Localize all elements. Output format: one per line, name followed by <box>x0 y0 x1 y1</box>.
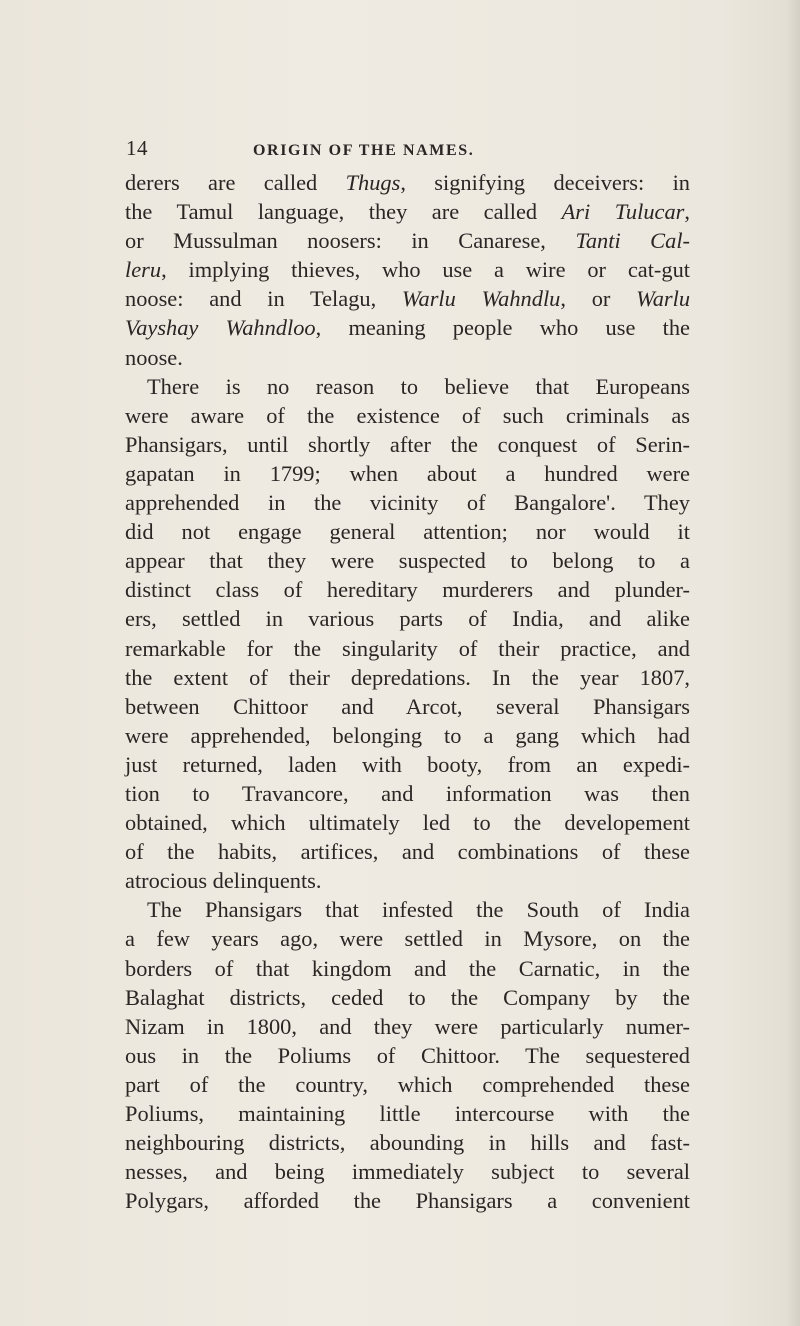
text-line: did not engage general attention; nor would it <box>125 519 690 545</box>
text-line: the Tamul language, they are called Ari Tulucar, <box>125 199 690 225</box>
text-line: neighbouring districts, abounding in hills and fast- <box>125 1130 690 1156</box>
text-line: derers are called Thugs, signifying deceivers: in <box>125 170 691 195</box>
text-line: Poliums, maintaining little intercourse with the <box>125 1101 690 1126</box>
text-line: the extent of their depredations. In the year 1807, <box>125 664 690 690</box>
text-line: atrocious delinquents. <box>125 868 322 894</box>
text-line: noose: and in Telagu, Warlu Wahndlu, or Warlu <box>125 286 691 312</box>
page-header <box>0 136 800 166</box>
text-line: ous in the Poliums of Chittoor. The sequestered <box>125 1042 690 1068</box>
text-line: a few years ago, were settled in Mysore, on the <box>125 926 690 952</box>
text-line: apprehended in the vicinity of Bangalore'. They <box>125 490 690 516</box>
text-line: nesses, and being immediately subject to several <box>125 1159 690 1185</box>
text-line: The Phansigars that infested the South of India <box>147 897 690 923</box>
text-line: ers, settled in various parts of India, and alike <box>125 606 690 632</box>
text-line: obtained, which ultimately led to the developement <box>125 810 690 836</box>
text-line: Balaghat districts, ceded to the Company by the <box>125 984 690 1010</box>
text-line: distinct class of hereditary murderers and plunder- <box>125 577 690 603</box>
text-line: noose. <box>125 344 183 370</box>
text-line: Phansigars, until shortly after the conquest of Serin- <box>125 431 690 457</box>
text-line: between Chittoor and Arcot, several Phansigars <box>125 693 690 719</box>
text-line: or Mussulman noosers: in Canarese, Tanti Cal- <box>125 228 690 254</box>
text-line: borders of that kingdom and the Carnatic, in the <box>125 955 690 981</box>
text-line: There is no reason to believe that Europeans <box>147 373 690 399</box>
text-line: gapatan in 1799; when about a hundred were <box>125 460 690 486</box>
text-line: Vayshay Wahndloo, meaning people who use the <box>125 315 690 341</box>
page-number: 14 <box>126 136 148 160</box>
text-line: tion to Travancore, and information was then <box>125 780 690 806</box>
text-line: remarkable for the singularity of their practice, and <box>125 635 690 661</box>
text-line: of the habits, artifices, and combinations of these <box>125 839 690 865</box>
text-line: were apprehended, belonging to a gang which had <box>125 722 690 748</box>
running-head: ORIGIN OF THE NAMES. <box>253 142 475 159</box>
text-line: appear that they were suspected to belong to a <box>125 548 690 574</box>
text-line: just returned, laden with booty, from an expedi- <box>125 751 690 777</box>
page-edge-shadow <box>786 0 800 1326</box>
text-line: leru, implying thieves, who use a wire or cat-gut <box>125 257 690 283</box>
text-line: Polygars, afforded the Phansigars a convenient <box>125 1188 690 1214</box>
text-line: were aware of the existence of such criminals as <box>125 402 690 428</box>
text-line: part of the country, which comprehended these <box>125 1071 690 1097</box>
text-line: Nizam in 1800, and they were particularly numer- <box>125 1013 690 1039</box>
body-text <box>125 168 690 1215</box>
